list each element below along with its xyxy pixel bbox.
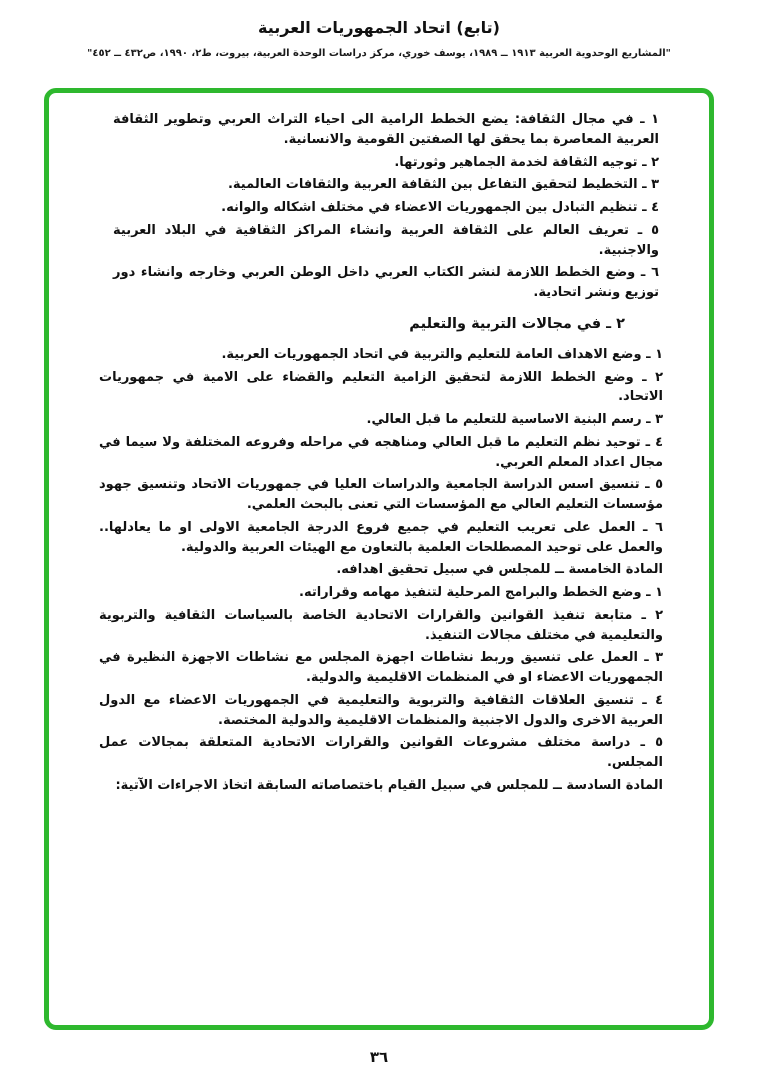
document-body — [99, 110, 663, 796]
green-frame — [44, 88, 714, 1030]
education-section — [99, 345, 663, 558]
list-item: ٢ ـ وضع الخطط اللازمة لتحقيق الزامية التعليم والقضاء على الامية في جمهوريات الاتحاد. — [99, 369, 663, 405]
list-item: ٣ ـ رسم البنية الاساسية للتعليم ما قبل العالي. — [366, 412, 663, 427]
article-six-title: المادة السادسة — [566, 777, 663, 793]
list-item: ٣ ـ العمل على تنسيق وربط نشاطات اجهزة المجلس مع نشاطات الاجهزة النظيرة في الجمهوريات الاعضاء او في المنظمات الاقليمية والدولية. — [99, 650, 663, 685]
article-five-title: المادة الخامسة — [568, 562, 663, 578]
page-footer — [0, 1047, 758, 1066]
article-six-text: ــ للمجلس في سبيل القيام باختصاصاته السابقة اتخاذ الاجراءات الآتية: — [115, 777, 567, 793]
article-five-text: ــ للمجلس في سبيل تحقيق اهدافه. — [336, 562, 569, 578]
list-item: ٦ ـ العمل على تعريب التعليم في جميع فروع الدرجة الجامعية الاولى او ما يعادلها.. والعمل على توحيد المصطلحات العلمية بالتعاون مع الهيئات العربية والدولية. — [99, 519, 663, 555]
page-number: ٣٦ — [369, 1048, 389, 1066]
list-item: ١ ـ وضع الخطط والبرامج المرحلية لتنفيذ مهامه وقراراته. — [299, 585, 663, 600]
page-title: (تابع) اتحاد الجمهوريات العربية — [258, 18, 500, 37]
list-item: ٤ ـ تنظيم التبادل بين الجمهوريات الاعضاء في مختلف اشكاله والوانه. — [221, 200, 659, 215]
list-item: ٢ ـ توجيه الثقافة لخدمة الجماهير وثورتها. — [394, 154, 659, 170]
list-item: ٥ ـ دراسة مختلف مشروعات القوانين والقرارات الاتحادية المتعلقة بمجالات عمل المجلس. — [99, 735, 663, 770]
education-section-heading: ٢ ـ في مجالات التربية والتعليم — [409, 315, 625, 332]
list-item: ٦ ـ وضع الخطط اللازمة لنشر الكتاب العربي داخل الوطن العربي وخارجه وانشاء دور توزيع ونشر اتحادية. — [113, 265, 659, 300]
list-item: ٤ ـ تنسيق العلاقات الثقافية والتربوية والتعليمية في الجمهوريات الاعضاء مع الدول العربية الاخرى والدول الاجنبية والمنظمات الاقليمية والدولية المختصة. — [99, 692, 663, 728]
list-item: ٤ ـ توحيد نظم التعليم ما قبل العالي ومناهجه في مراحله وفروعه المختلفة ولا سيما في مجال اعداد المعلم العربي. — [99, 434, 663, 470]
article-five-items — [99, 583, 663, 773]
list-item: ١ ـ في مجال الثقافة: يضع الخطط الرامية الى احياء التراث العربي وتطوير الثقافة العربية المعاصرة بما يحقق لها الصفتين القومية والانسانية. — [113, 112, 659, 147]
page-header — [0, 0, 758, 59]
culture-section — [113, 110, 659, 303]
list-item: ٥ ـ تعريف العالم على الثقافة العربية وانشاء المراكز الثقافية في البلاد العربية والاجنبية. — [113, 222, 659, 258]
source-citation: "المشاريع الوحدوية العربية ١٩١٣ ــ ١٩٨٩، يوسف خوري، مركز دراسات الوحدة العربية، بيروت، ط٢، ١٩٩٠، ص٤٣٢ ــ ٤٥٢" — [87, 48, 671, 59]
list-item: ٢ ـ متابعة تنفيذ القوانين والقرارات الاتحادية الخاصة بالسياسات الثقافية والتربوية والتعليمية في مختلف مجالات التنفيذ. — [99, 607, 663, 643]
article-six-heading — [99, 776, 663, 796]
list-item: ٥ ـ تنسيق اسس الدراسة الجامعية والدراسات العليا في جمهوريات الاتحاد وتنسيق جهود مؤسسات التعليم العالي مع المؤسسات التي تعنى بالبحث العلمي. — [99, 477, 663, 512]
list-item: ٣ ـ التخطيط لتحقيق التفاعل بين الثقافة العربية والثقافات العالمية. — [227, 177, 659, 193]
article-five-heading — [99, 560, 663, 580]
list-item: ١ ـ وضع الاهداف العامة للتعليم والتربية في اتحاد الجمهوريات العربية. — [221, 346, 663, 362]
